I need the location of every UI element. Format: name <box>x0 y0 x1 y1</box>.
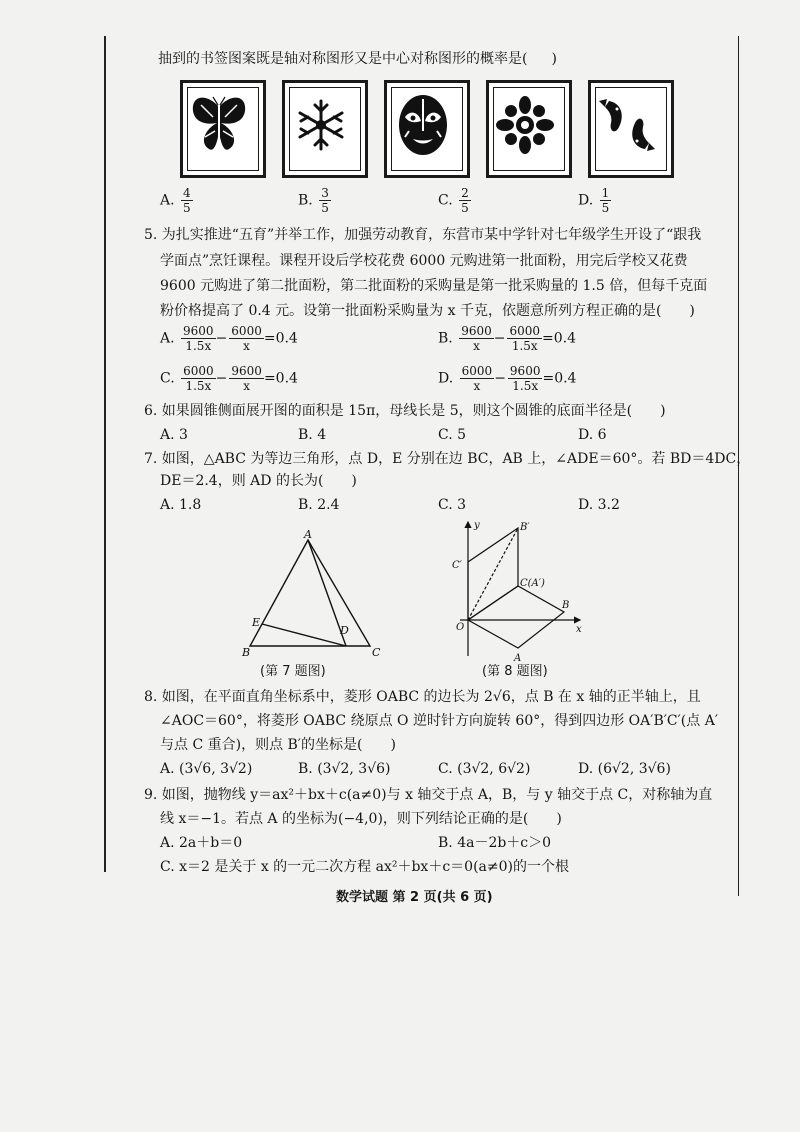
minus-sign: − <box>215 330 228 347</box>
q8-line-1: 8. 如图，在平面直角坐标系中，菱形 OABC 的边长为 2√6，点 B 在 x 轴的正半轴上，且 <box>144 689 701 705</box>
opera-mask-icon <box>391 87 455 163</box>
denominator: x <box>243 379 251 393</box>
option-label: B. <box>298 192 313 209</box>
q7-line-2: DE＝2.4，则 AD 的长为( ) <box>160 473 357 489</box>
rhombus-oabc <box>468 586 564 648</box>
label-d: D <box>340 624 349 637</box>
option-label: D. <box>438 370 454 387</box>
q6-option-b: B. 4 <box>298 427 327 443</box>
label-c-a-prime: C(A′) <box>520 578 545 589</box>
q5-line-3: 9600 元购进了第二批面粉，第二批面粉的采购量是第一批采购量的 1.5 倍，但每千克面 <box>160 278 708 294</box>
q8-caption: (第 8 题图) <box>482 664 548 679</box>
fraction <box>181 364 216 393</box>
q9-line-2: 线 x＝−1。若点 A 的坐标为(−4,0)，则下列结论正确的是( ) <box>160 811 562 827</box>
q5-option-a <box>160 324 298 353</box>
label-e: E <box>252 616 261 629</box>
q4-stem-text: 抽到的书签图案既是轴对称图形又是中心对称图形的概率是( <box>158 51 528 67</box>
label-a: A <box>304 530 312 541</box>
numerator: 6000 <box>183 364 214 378</box>
q4-option-b <box>298 186 331 215</box>
numerator: 9600 <box>231 364 262 378</box>
label-b: B <box>242 646 251 659</box>
q9-option-b: B. 4a－2b＋c＞0 <box>438 835 552 851</box>
label-a: A <box>514 653 522 664</box>
numerator: 3 <box>321 186 329 200</box>
option-label: A. <box>160 330 175 347</box>
denominator: x <box>473 339 480 353</box>
tile-mandala <box>486 80 572 178</box>
q7-figure <box>236 530 386 660</box>
label-x: x <box>576 624 582 635</box>
mandala-icon <box>493 87 557 163</box>
tile-snowflake <box>282 80 368 178</box>
q4-option-a <box>160 186 193 215</box>
option-label: D. <box>578 192 594 209</box>
equation-rhs: =0.4 <box>263 330 298 347</box>
q8-option-b: B. (3√2, 3√6) <box>298 761 391 777</box>
fraction <box>508 364 543 393</box>
q7-option-c: C. 3 <box>438 497 467 513</box>
tile-opera-mask <box>384 80 470 178</box>
koi-fish-icon <box>595 87 659 163</box>
q9-line-1: 9. 如图，抛物线 y＝ax²＋bx＋c(a≠0)与 x 轴交于点 A，B，与 y 轴交于点 C，对称轴为直 <box>144 787 713 803</box>
fraction <box>507 324 542 353</box>
option-label: C. <box>438 192 453 209</box>
q4-paren: ) <box>551 51 557 67</box>
q8-line-2: ∠AOC＝60°，将菱形 OABC 绕原点 O 逆时针方向旋转 60°，得到四边形 OA′B′C′(点 A′ <box>160 713 719 729</box>
fraction <box>460 364 495 393</box>
minus-sign: − <box>215 370 228 387</box>
label-c: C <box>372 646 381 659</box>
equation-rhs: =0.4 <box>542 370 577 387</box>
option-label: B. <box>438 330 453 347</box>
diagonal-ob-prime <box>468 528 518 620</box>
label-c-prime: C′ <box>452 560 462 571</box>
q6-stem: 6. 如果圆锥侧面展开图的面积是 15π，母线长是 5，则这个圆锥的底面半径是( ) <box>144 403 666 419</box>
numerator: 2 <box>461 186 469 200</box>
q8-option-a: A. (3√6, 3√2) <box>160 761 253 777</box>
tile-koi <box>588 80 674 178</box>
q4-option-c <box>438 186 471 215</box>
equation-rhs: =0.4 <box>263 370 298 387</box>
q8-line-3: 与点 C 重合)，则点 B′的坐标是( ) <box>160 737 396 753</box>
q7-option-d: D. 3.2 <box>578 497 620 513</box>
denominator: 5 <box>461 201 469 215</box>
q5-option-b <box>438 324 576 353</box>
fraction <box>181 186 193 215</box>
minus-sign: − <box>493 330 506 347</box>
q8-figure <box>450 516 590 666</box>
numerator: 4 <box>183 186 191 200</box>
numerator: 6000 <box>461 364 493 378</box>
snowflake-icon <box>289 87 353 163</box>
fraction <box>229 364 264 393</box>
numerator: 9600 <box>183 324 214 338</box>
q4-option-d <box>578 186 611 215</box>
q7-option-b: B. 2.4 <box>298 497 340 513</box>
denominator: 5 <box>601 201 610 215</box>
q4-stem <box>158 50 557 68</box>
tile-butterfly <box>180 80 266 178</box>
q7-line-1: 7. 如图，△ABC 为等边三角形，点 D，E 分别在边 BC，AB 上，∠ADE＝60°。若 BD＝4DC， <box>144 451 751 467</box>
q5-line-4: 粉价格提高了 0.4 元。设第一批面粉采购量为 x 千克，依题意所列方程正确的是( ) <box>160 303 695 319</box>
equation-rhs: =0.4 <box>542 330 577 347</box>
fraction <box>319 186 331 215</box>
numerator: 1 <box>601 186 610 200</box>
q5-option-d <box>438 364 576 393</box>
label-y: y <box>474 520 480 531</box>
minus-sign: − <box>494 370 506 387</box>
triangle-abc <box>250 540 370 646</box>
q9-option-a: A. 2a＋b＝0 <box>160 835 243 851</box>
binding-line-left <box>104 36 106 872</box>
label-b: B <box>562 600 570 611</box>
fraction <box>459 324 494 353</box>
denominator: 1.5x <box>185 379 212 393</box>
label-b-prime: B′ <box>520 522 530 533</box>
denominator: x <box>473 379 481 393</box>
label-o: O <box>456 622 465 633</box>
numerator: 6000 <box>231 324 262 338</box>
numerator: 9600 <box>509 364 541 378</box>
segment-de <box>262 624 346 646</box>
q5-option-c <box>160 364 298 393</box>
option-label: A. <box>160 192 175 209</box>
denominator: 1.5x <box>185 339 212 353</box>
fraction <box>600 186 612 215</box>
denominator: x <box>243 339 250 353</box>
fraction <box>459 186 471 215</box>
page-footer: 数学试题 第 2 页(共 6 页) <box>336 890 493 905</box>
q8-option-d: D. (6√2, 3√6) <box>578 761 671 777</box>
denominator: 5 <box>321 201 329 215</box>
fraction <box>229 324 264 353</box>
option-label: C. <box>160 370 175 387</box>
q7-caption: (第 7 题图) <box>260 664 326 679</box>
q6-option-a: A. 3 <box>160 427 188 443</box>
numerator: 6000 <box>509 324 541 338</box>
denominator: 1.5x <box>511 339 538 353</box>
q8-option-c: C. (3√2, 6√2) <box>438 761 531 777</box>
q7-option-a: A. 1.8 <box>160 497 202 513</box>
q6-option-c: C. 5 <box>438 427 467 443</box>
denominator: 5 <box>183 201 191 215</box>
numerator: 9600 <box>461 324 492 338</box>
denominator: 1.5x <box>512 379 539 393</box>
q9-option-c: C. x＝2 是关于 x 的一元二次方程 ax²＋bx＋c＝0(a≠0)的一个根 <box>160 859 569 875</box>
butterfly-icon <box>187 87 251 163</box>
q5-line-1: 5. 为扎实推进“五育”并举工作，加强劳动教育，东营市某中学针对七年级学生开设了“跟我 <box>144 227 702 243</box>
q5-line-2: 学面点”烹饪课程。课程开设后学校花费 6000 元购进第一批面粉，用完后学校又花费 <box>160 253 688 269</box>
fraction <box>181 324 216 353</box>
q6-option-d: D. 6 <box>578 427 607 443</box>
